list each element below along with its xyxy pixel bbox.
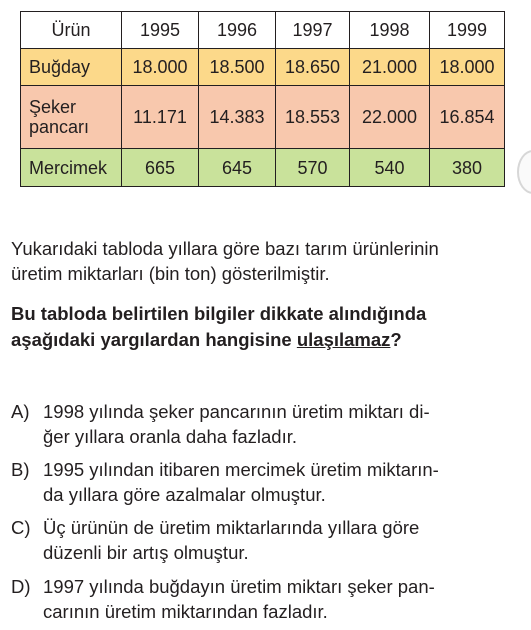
cell-wheat-1995: 18.000 (122, 49, 199, 86)
cell-lentil-1995: 665 (122, 149, 199, 187)
header-1998: 1998 (350, 12, 430, 49)
cell-beet-1995: 11.171 (122, 86, 199, 149)
option-d-line2: carının üretim miktarından fazladır. (43, 601, 328, 622)
production-table (20, 11, 505, 187)
page-edge-tab (517, 150, 531, 194)
option-a-letter: A) (11, 401, 30, 422)
option-a[interactable] (11, 399, 531, 449)
prompt-question-mark: ? (390, 329, 402, 350)
cell-lentil-1999: 380 (430, 149, 505, 187)
option-b[interactable] (11, 457, 531, 507)
question-prompt (11, 301, 531, 353)
row-label-sugar-beet-line2: pancarı (29, 117, 90, 137)
header-1996: 1996 (199, 12, 276, 49)
question-stem (11, 236, 531, 286)
option-a-line2: ğer yıllara oranla daha fazladır. (43, 426, 298, 447)
option-c-line1: Üç ürünün de üretim miktarlarında yıllara göre (43, 517, 420, 538)
cell-lentil-1996: 645 (199, 149, 276, 187)
cell-lentil-1998: 540 (350, 149, 430, 187)
cell-wheat-1998: 21.000 (350, 49, 430, 86)
cell-beet-1999: 16.854 (430, 86, 505, 149)
row-label-lentil: Mercimek (21, 149, 122, 187)
prompt-line-2 (11, 327, 531, 353)
table-row-wheat (21, 49, 505, 86)
cell-beet-1997: 18.553 (276, 86, 350, 149)
option-b-letter: B) (11, 459, 30, 480)
row-label-sugar-beet-line1: Şeker (29, 97, 77, 117)
cell-beet-1998: 22.000 (350, 86, 430, 149)
prompt-line-1: Bu tabloda belirtilen bilgiler dikkate alındığında (11, 303, 427, 324)
option-d-letter: D) (11, 576, 31, 597)
cell-wheat-1996: 18.500 (199, 49, 276, 86)
row-label-wheat: Buğday (21, 49, 122, 86)
option-d[interactable] (11, 574, 531, 624)
prompt-line-2-text: aşağıdaki yargılardan hangisine (11, 329, 297, 350)
cell-beet-1996: 14.383 (199, 86, 276, 149)
prompt-keyword: ulaşılamaz (296, 329, 391, 350)
option-a-line1: 1998 yılında şeker pancarının üretim miktarı di- (43, 401, 430, 422)
table-row-lentil (21, 149, 505, 187)
option-c[interactable] (11, 515, 531, 565)
cell-wheat-1997: 18.650 (276, 49, 350, 86)
header-1999: 1999 (430, 12, 505, 49)
option-d-line1: 1997 yılında buğdayın üretim miktarı şeker pan- (43, 576, 435, 597)
table-row-sugar-beet (21, 86, 505, 149)
stem-line-1: Yukarıdaki tabloda yıllara göre bazı tarım ürünlerinin (11, 238, 439, 259)
option-c-letter: C) (11, 517, 31, 538)
row-label-sugar-beet (21, 86, 122, 149)
stem-line-2: üretim miktarları (bin ton) gösterilmiştir. (11, 263, 330, 284)
table-header-row (21, 12, 505, 49)
option-b-line1: 1995 yılından itibaren mercimek üretim miktarın- (43, 459, 439, 480)
option-b-line2: da yıllara göre azalmalar olmuştur. (43, 484, 326, 505)
cell-lentil-1997: 570 (276, 149, 350, 187)
option-c-line2: düzenli bir artış olmuştur. (43, 542, 249, 563)
cell-wheat-1999: 18.000 (430, 49, 505, 86)
header-product: Ürün (21, 12, 122, 49)
header-1997: 1997 (276, 12, 350, 49)
header-1995: 1995 (122, 12, 199, 49)
